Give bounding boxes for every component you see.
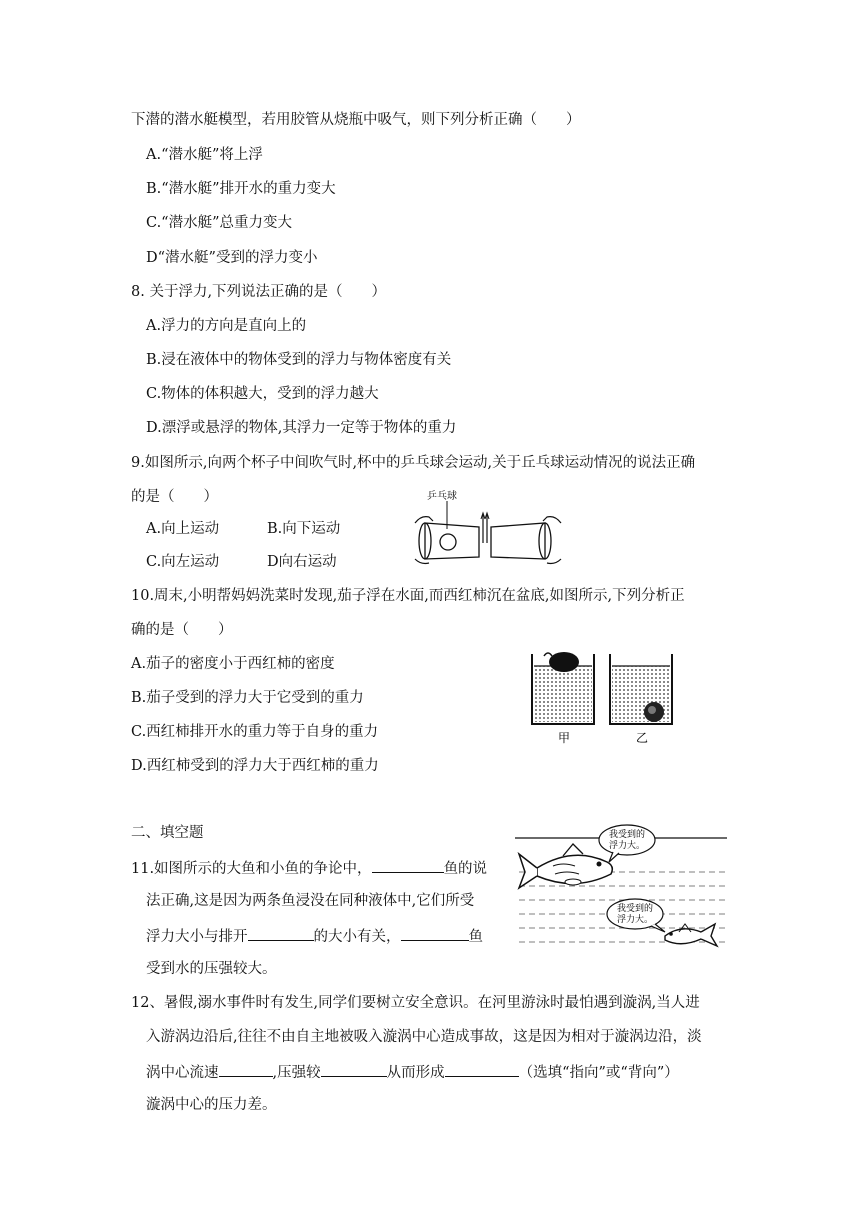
q11-blank-3[interactable] xyxy=(401,925,469,941)
q10-stem-line2: 确的是（ ） xyxy=(131,622,233,638)
q10-option-d: D.西红柿受到的浮力大于西红柿的重力 xyxy=(131,758,379,774)
q10-stem-line1: 10.周末,小明帮妈妈洗菜时发现,茄子浮在水面,而西红柿沉在盆底,如图所示,下列分析正 xyxy=(131,588,685,604)
q7-stem: 下潜的潜水艇模型，若用胶管从烧瓶中吸气，则下列分析正确（ ） xyxy=(131,112,581,128)
q12-line3-text-b: ,压强较 xyxy=(272,1065,321,1081)
q11-blank-1[interactable] xyxy=(372,857,444,873)
q11-line3-text-a: 浮力大小与排开 xyxy=(146,929,248,945)
q8-stem: 8. 关于浮力,下列说法正确的是（ ） xyxy=(131,284,387,300)
q9-option-d: D向右运动 xyxy=(267,554,337,570)
q10-option-b: B.茄子受到的浮力大于它受到的重力 xyxy=(131,690,364,706)
bubble-bottom-line1: 我受到的 xyxy=(616,904,654,914)
section-title-fill-in: 二、填空题 xyxy=(131,825,204,841)
eggplant-icon xyxy=(549,652,579,672)
q12-line3-text-a: 涡中心流速 xyxy=(146,1065,219,1081)
q11-line4: 受到水的压强较大。 xyxy=(146,961,277,977)
q12-line2: 入游涡边沿后,往往不由自主地被吸入漩涡中心造成事故，这是因为相对于漩涡边沿，淡 xyxy=(146,1029,702,1045)
q11-line1 xyxy=(131,857,487,879)
q9-option-b: B.向下运动 xyxy=(267,521,341,537)
q9-figure-label: 乒乓球 xyxy=(427,491,457,502)
q9-option-c: C.向左运动 xyxy=(146,554,220,570)
q11-line1-text-a: 11.如图所示的大鱼和小鱼的争论中， xyxy=(131,861,372,877)
q10-figure xyxy=(522,636,684,748)
q10-label-left: 甲 xyxy=(558,731,571,745)
q12-line4: 漩涡中心的压力差。 xyxy=(146,1097,277,1113)
q12-blank-1[interactable] xyxy=(219,1061,273,1077)
small-fish-icon xyxy=(665,924,717,946)
q7-option-c: C.“潜水艇”总重力变大 xyxy=(146,215,293,231)
q9-figure xyxy=(415,487,565,565)
q8-option-d: D.漂浮或悬浮的物体,其浮力一定等于物体的重力 xyxy=(146,420,457,436)
q7-option-b: B.“潜水艇”排开水的重力变大 xyxy=(146,181,336,197)
q8-option-b: B.浸在液体中的物体受到的浮力与物体密度有关 xyxy=(146,352,452,368)
q10-option-a: A.茄子的密度小于西红柿的密度 xyxy=(131,656,335,672)
q11-blank-2[interactable] xyxy=(248,925,314,941)
q12-line3-text-d: （选填“指向”或“背向”） xyxy=(518,1065,679,1081)
q12-line3 xyxy=(146,1061,679,1083)
q8-option-a: A.浮力的方向是直向上的 xyxy=(146,318,307,334)
bubble-top-line1: 我受到的 xyxy=(608,830,646,840)
q11-figure xyxy=(515,822,727,956)
q7-option-a: A.“潜水艇”将上浮 xyxy=(146,147,263,163)
q9-option-a: A.向上运动 xyxy=(146,521,220,537)
bubble-bottom-line2: 浮力大。 xyxy=(616,915,654,925)
bubble-top-line2: 浮力大。 xyxy=(608,841,646,851)
q11-line3 xyxy=(146,925,483,947)
q8-option-c: C.物体的体积越大，受到的浮力越大 xyxy=(146,386,379,402)
q7-option-d: D“潜水艇”受到的浮力变小 xyxy=(146,250,318,266)
q11-line1-text-b: 鱼的说 xyxy=(443,861,488,877)
q10-label-right: 乙 xyxy=(636,731,649,745)
q11-line2: 法正确,这是因为两条鱼浸没在同种液体中,它们所受 xyxy=(146,893,475,909)
q12-line1: 12、暑假,溺水事件时有发生,同学们要树立安全意识。在河里游泳时最怕遇到漩涡,当人进 xyxy=(131,995,700,1011)
q9-stem-line2: 的是（ ） xyxy=(131,489,218,505)
q10-option-c: C.西红柿排开水的重力等于自身的重力 xyxy=(131,724,379,740)
q11-line3-text-c: 鱼 xyxy=(468,929,483,945)
q12-line3-text-c: 从而形成 xyxy=(386,1065,445,1081)
q12-blank-3[interactable] xyxy=(445,1061,519,1077)
q9-stem-line1: 9.如图所示,向两个杯子中间吹气时,杯中的乒乓球会运动,关于丘乓球运动情况的说法正确 xyxy=(131,455,696,471)
q11-line3-text-b: 的大小有关， xyxy=(313,929,401,945)
big-fish-icon xyxy=(519,844,612,888)
q12-blank-2[interactable] xyxy=(321,1061,387,1077)
